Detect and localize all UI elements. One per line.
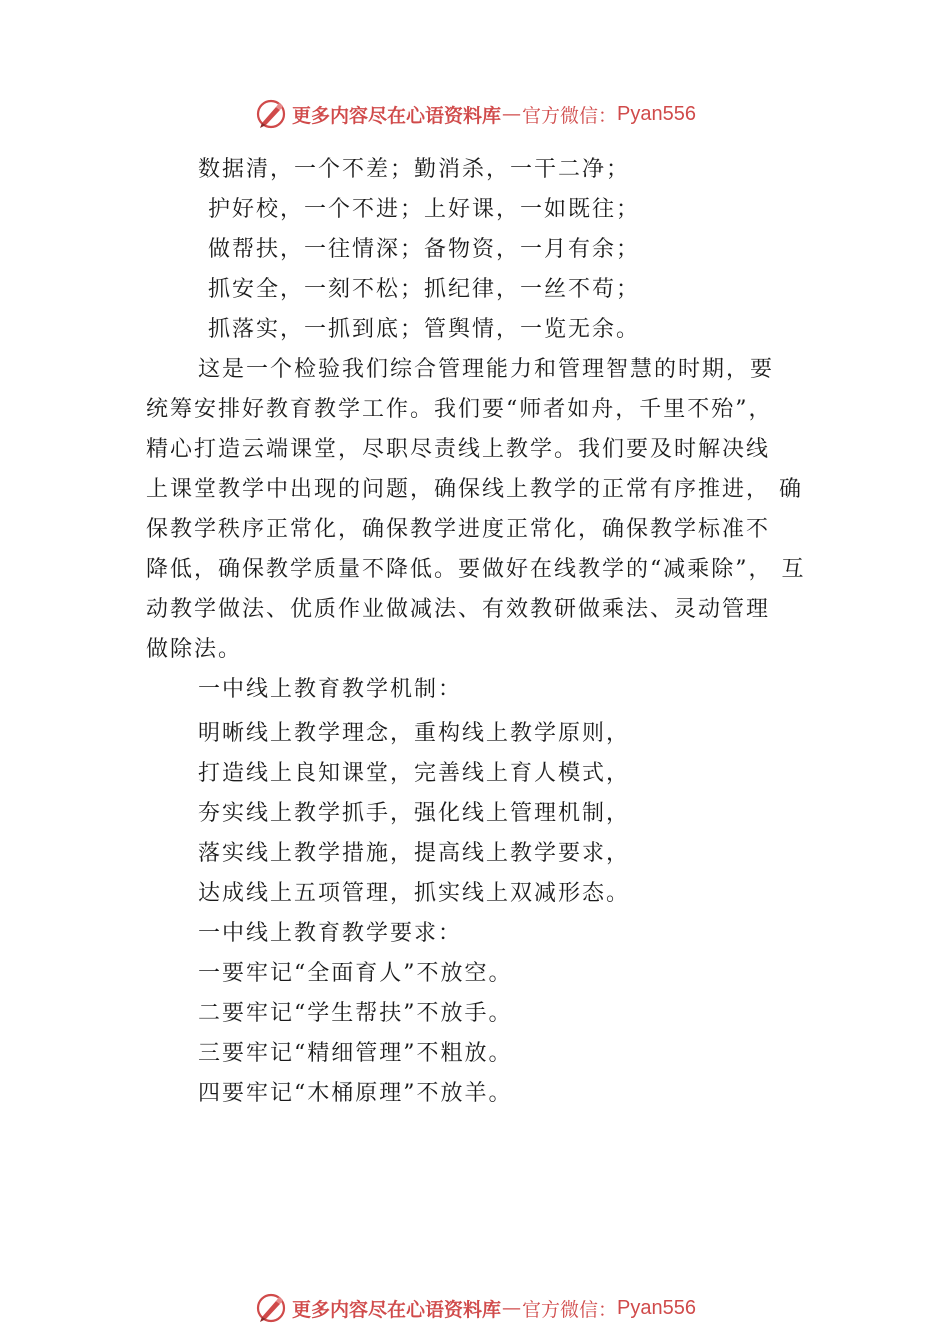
banner-separator: — bbox=[502, 103, 522, 125]
paragraph-row: 精心打造云端课堂，尽职尽责线上教学。我们要及时解决线 bbox=[146, 437, 771, 462]
requirement-item: 三要牢记“精细管理”不粗放。 bbox=[198, 1041, 513, 1066]
paragraph-row: 动教学做法、优质作业做减法、有效教研做乘法、灵动管理 bbox=[146, 597, 771, 622]
requirement-item: 一要牢记“全面育人”不放空。 bbox=[198, 961, 513, 986]
brand-text: 更多内容尽在心语资料库 bbox=[292, 1298, 502, 1321]
header-banner bbox=[0, 94, 950, 134]
paragraph-row: 降低，确保教学质量不降低。要做好在线教学的“减乘除”， 互 bbox=[146, 557, 806, 582]
main-paragraph bbox=[146, 350, 822, 670]
paragraph-row: 上课堂教学中出现的问题，确保线上教学的正常有序推进， 确 bbox=[146, 477, 803, 502]
couplet-line: 抓落实，一抓到底；管舆情，一览无余。 bbox=[208, 317, 641, 342]
document-body bbox=[146, 150, 822, 1114]
mechanism-heading: 一中线上教育教学机制： bbox=[198, 677, 463, 702]
couplet-line: 数据清，一个不差；勤消杀，一干二净； bbox=[198, 157, 631, 182]
paragraph-row: 做除法。 bbox=[146, 637, 243, 662]
wechat-label: 官方微信： bbox=[522, 104, 618, 127]
wechat-id: Pyan556 bbox=[617, 102, 696, 125]
requirement-item: 四要牢记“木桶原理”不放羊。 bbox=[198, 1081, 513, 1106]
mechanism-item: 落实线上教学措施，提高线上教学要求， bbox=[198, 841, 631, 866]
wechat-id: Pyan556 bbox=[617, 1296, 696, 1319]
brand-text: 更多内容尽在心语资料库 bbox=[292, 104, 502, 127]
paragraph-row: 保教学秩序正常化，确保教学进度正常化，确保教学标准不 bbox=[146, 517, 771, 542]
paragraph-row: 统筹安排好教育教学工作。我们要“师者如舟，千里不殆”， bbox=[146, 397, 773, 422]
banner-separator: — bbox=[502, 1297, 522, 1319]
requirement-item: 二要牢记“学生帮扶”不放手。 bbox=[198, 1001, 513, 1026]
footer-banner bbox=[0, 1288, 950, 1328]
mechanism-item: 明晰线上教学理念，重构线上教学原则， bbox=[198, 721, 631, 746]
pen-logo-icon bbox=[254, 1291, 288, 1325]
wechat-label: 官方微信： bbox=[522, 1298, 618, 1321]
paragraph-row: 这是一个检验我们综合管理能力和管理智慧的时期，要 bbox=[198, 357, 775, 382]
mechanism-item: 夯实线上教学抓手，强化线上管理机制， bbox=[198, 801, 631, 826]
couplet-line: 抓安全，一刻不松；抓纪律，一丝不苟； bbox=[208, 277, 641, 302]
couplet-line: 做帮扶，一往情深；备物资，一月有余； bbox=[208, 237, 641, 262]
requirement-heading: 一中线上教育教学要求： bbox=[198, 921, 463, 946]
mechanism-item: 打造线上良知课堂，完善线上育人模式， bbox=[198, 761, 631, 786]
couplet-line: 护好校，一个不进；上好课，一如既往； bbox=[208, 197, 641, 222]
pen-logo-icon bbox=[254, 97, 288, 131]
mechanism-item: 达成线上五项管理，抓实线上双减形态。 bbox=[198, 881, 631, 906]
